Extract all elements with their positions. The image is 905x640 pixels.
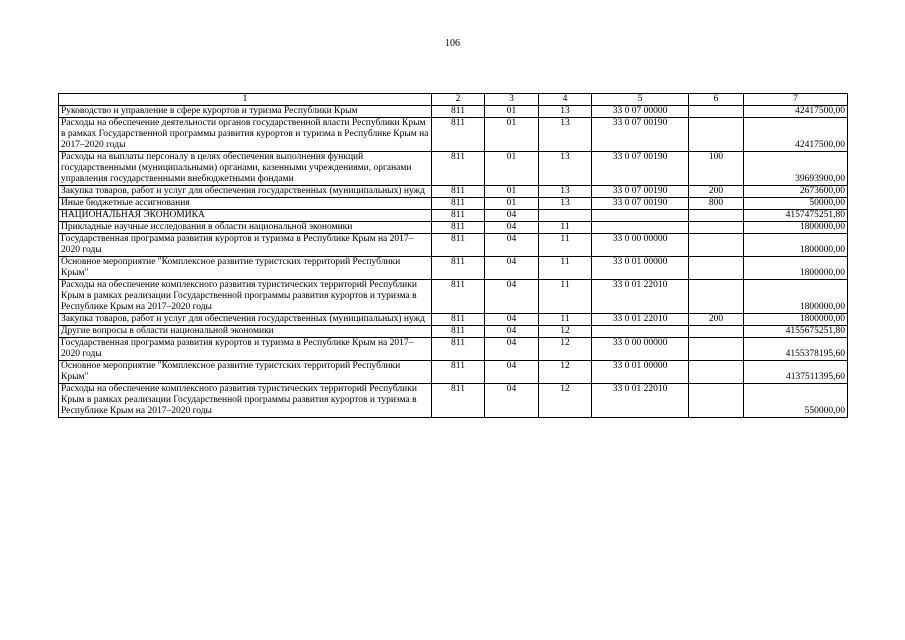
section-cell: 01	[485, 198, 539, 210]
subsection-cell	[539, 210, 592, 222]
section-cell: 04	[485, 280, 539, 314]
expense-type-cell	[689, 257, 744, 280]
section-cell: 01	[485, 106, 539, 118]
target-article-cell: 33 0 01 00000	[592, 257, 689, 280]
amount-cell: 2673600,00	[744, 186, 848, 198]
target-article-cell: 33 0 01 00000	[592, 361, 689, 384]
subsection-cell: 13	[539, 186, 592, 198]
header-cell: 1	[59, 94, 432, 106]
expense-type-cell	[689, 222, 744, 234]
expense-type-cell: 800	[689, 198, 744, 210]
section-cell: 04	[485, 210, 539, 222]
table-row	[59, 222, 848, 234]
section-cell: 01	[485, 186, 539, 198]
code-cell: 811	[432, 338, 485, 361]
amount-cell: 1800000,00	[744, 222, 848, 234]
table-row	[59, 314, 848, 326]
target-article-cell: 33 0 07 00190	[592, 152, 689, 186]
code-cell: 811	[432, 118, 485, 152]
row-name-cell: Расходы на выплаты персоналу в целях обеспечения выполнения функций государственными (муниципальными) органами, казенными учреждениями, органами управления государственными внебюджетными фондами	[59, 152, 432, 186]
code-cell: 811	[432, 326, 485, 338]
budget-table	[58, 93, 848, 418]
row-name-cell: Основное мероприятие "Комплексное развитие туристских территорий Республики Крым"	[59, 257, 432, 280]
target-article-cell: 33 0 01 22010	[592, 280, 689, 314]
amount-cell: 550000,00	[744, 384, 848, 418]
header-cell: 5	[592, 94, 689, 106]
expense-type-cell	[689, 280, 744, 314]
table-header-row	[59, 94, 848, 106]
section-cell: 04	[485, 326, 539, 338]
row-name-cell: Основное мероприятие "Комплексное развитие туристских территорий Республики Крым"	[59, 361, 432, 384]
amount-cell: 4137511395,60	[744, 361, 848, 384]
expense-type-cell: 200	[689, 314, 744, 326]
subsection-cell: 11	[539, 314, 592, 326]
section-cell: 04	[485, 222, 539, 234]
section-cell: 01	[485, 118, 539, 152]
amount-cell: 4157475251,80	[744, 210, 848, 222]
amount-cell: 42417500,00	[744, 106, 848, 118]
section-cell: 04	[485, 234, 539, 257]
code-cell: 811	[432, 257, 485, 280]
expense-type-cell	[689, 361, 744, 384]
table-row	[59, 106, 848, 118]
section-cell: 04	[485, 338, 539, 361]
table-row	[59, 280, 848, 314]
table-row	[59, 210, 848, 222]
table-row	[59, 186, 848, 198]
amount-cell: 4155378195,60	[744, 338, 848, 361]
amount-cell: 1800000,00	[744, 234, 848, 257]
row-name-cell: Закупка товаров, работ и услуг для обеспечения государственных (муниципальных) нужд	[59, 186, 432, 198]
amount-cell: 1800000,00	[744, 314, 848, 326]
expense-type-cell	[689, 118, 744, 152]
expense-type-cell	[689, 384, 744, 418]
header-cell: 4	[539, 94, 592, 106]
amount-cell: 39693900,00	[744, 152, 848, 186]
table-row	[59, 384, 848, 418]
code-cell: 811	[432, 314, 485, 326]
subsection-cell: 11	[539, 280, 592, 314]
table-row	[59, 361, 848, 384]
subsection-cell: 13	[539, 198, 592, 210]
amount-cell: 50000,00	[744, 198, 848, 210]
page-number: 106	[445, 38, 460, 49]
row-name-cell: Государственная программа развития курортов и туризма в Республике Крым на 2017–2020 годы	[59, 234, 432, 257]
expense-type-cell: 100	[689, 152, 744, 186]
subsection-cell: 11	[539, 222, 592, 234]
table-row	[59, 118, 848, 152]
section-cell: 04	[485, 257, 539, 280]
code-cell: 811	[432, 152, 485, 186]
code-cell: 811	[432, 198, 485, 210]
expense-type-cell	[689, 210, 744, 222]
table-row	[59, 257, 848, 280]
row-name-cell: Государственная программа развития курортов и туризма в Республике Крым на 2017–2020 годы	[59, 338, 432, 361]
target-article-cell: 33 0 00 00000	[592, 234, 689, 257]
expense-type-cell	[689, 234, 744, 257]
row-name-cell: Расходы на обеспечение комплексного развития туристических территорий Республики Крым в рамках реализации Государственной программы развития курортов и туризма в Республике Крым на 2017–2020 годы	[59, 384, 432, 418]
target-article-cell	[592, 326, 689, 338]
code-cell: 811	[432, 361, 485, 384]
subsection-cell: 13	[539, 106, 592, 118]
row-name-cell: Иные бюджетные ассигнования	[59, 198, 432, 210]
row-name-cell: Прикладные научные исследования в области национальной экономики	[59, 222, 432, 234]
table-row	[59, 152, 848, 186]
section-cell: 04	[485, 361, 539, 384]
target-article-cell: 33 0 01 22010	[592, 384, 689, 418]
expense-type-cell	[689, 326, 744, 338]
expense-type-cell: 200	[689, 186, 744, 198]
code-cell: 811	[432, 186, 485, 198]
target-article-cell: 33 0 07 00190	[592, 186, 689, 198]
section-cell: 04	[485, 384, 539, 418]
code-cell: 811	[432, 210, 485, 222]
amount-cell: 1800000,00	[744, 280, 848, 314]
table-row	[59, 234, 848, 257]
code-cell: 811	[432, 384, 485, 418]
subsection-cell: 12	[539, 338, 592, 361]
header-cell: 3	[485, 94, 539, 106]
row-name-cell: Расходы на обеспечение комплексного развития туристических территорий Республики Крым в рамках реализации Государственной программы развития курортов и туризма в Республике Крым на 2017–2020 годы	[59, 280, 432, 314]
row-name-cell: Другие вопросы в области национальной экономики	[59, 326, 432, 338]
table-row	[59, 198, 848, 210]
target-article-cell: 33 0 01 22010	[592, 314, 689, 326]
target-article-cell: 33 0 07 00190	[592, 118, 689, 152]
row-name-cell: Расходы на обеспечение деятельности органов государственной власти Республики Крым в рамках Государственной программы развития курортов и туризма в Республике Крым на 2017–2020 годы	[59, 118, 432, 152]
subsection-cell: 11	[539, 234, 592, 257]
code-cell: 811	[432, 280, 485, 314]
expense-type-cell	[689, 106, 744, 118]
expense-type-cell	[689, 338, 744, 361]
row-name-cell: Закупка товаров, работ и услуг для обеспечения государственных (муниципальных) нужд	[59, 314, 432, 326]
section-cell: 01	[485, 152, 539, 186]
section-cell: 04	[485, 314, 539, 326]
table-row	[59, 326, 848, 338]
code-cell: 811	[432, 234, 485, 257]
subsection-cell: 13	[539, 118, 592, 152]
target-article-cell: 33 0 07 00190	[592, 198, 689, 210]
code-cell: 811	[432, 106, 485, 118]
subsection-cell: 13	[539, 152, 592, 186]
subsection-cell: 12	[539, 326, 592, 338]
target-article-cell	[592, 222, 689, 234]
row-name-cell: НАЦИОНАЛЬНАЯ ЭКОНОМИКА	[59, 210, 432, 222]
amount-cell: 42417500,00	[744, 118, 848, 152]
target-article-cell: 33 0 07 00000	[592, 106, 689, 118]
target-article-cell	[592, 210, 689, 222]
subsection-cell: 11	[539, 257, 592, 280]
header-cell: 2	[432, 94, 485, 106]
header-cell: 7	[744, 94, 848, 106]
table-row	[59, 338, 848, 361]
header-cell: 6	[689, 94, 744, 106]
subsection-cell: 12	[539, 361, 592, 384]
code-cell: 811	[432, 222, 485, 234]
table-body	[59, 106, 848, 418]
row-name-cell: Руководство и управление в сфере курортов и туризма Республики Крым	[59, 106, 432, 118]
subsection-cell: 12	[539, 384, 592, 418]
target-article-cell: 33 0 00 00000	[592, 338, 689, 361]
amount-cell: 1800000,00	[744, 257, 848, 280]
amount-cell: 4155675251,80	[744, 326, 848, 338]
